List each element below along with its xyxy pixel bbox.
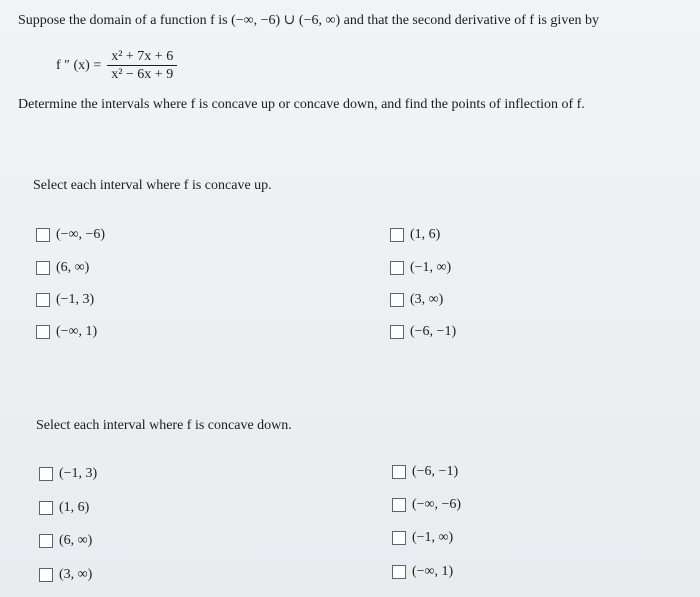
concave-up-option[interactable] [390, 227, 440, 243]
concave-up-option[interactable] [390, 292, 443, 308]
checkbox[interactable] [39, 467, 53, 481]
concave-down-option[interactable] [39, 533, 92, 549]
formula-numerator: x² + 7x + 6 [107, 48, 177, 66]
checkbox[interactable] [390, 261, 404, 275]
concave-down-prompt: Select each interval where f is concave down. [36, 418, 292, 433]
checkbox[interactable] [392, 531, 406, 545]
formula-fraction [107, 48, 177, 83]
option-label: (1, 6) [59, 500, 90, 515]
option-label: (6, ∞) [56, 260, 90, 275]
checkbox[interactable] [390, 228, 404, 242]
checkbox[interactable] [36, 325, 50, 339]
checkbox[interactable] [392, 465, 406, 479]
concave-up-option[interactable] [36, 324, 97, 340]
checkbox[interactable] [39, 568, 53, 582]
option-label: (−∞, −6) [56, 227, 106, 242]
problem-statement: Suppose the domain of a function f is (−∞, −6) ∪ (−6, ∞) and that the second derivative of f is given by [18, 13, 600, 28]
checkbox[interactable] [36, 261, 50, 275]
option-label: (6, ∞) [59, 533, 93, 548]
concave-up-prompt: Select each interval where f is concave up. [33, 178, 272, 193]
option-label: (3, ∞) [410, 292, 444, 307]
formula-lhs: f ″ (x) = [56, 57, 102, 73]
option-label: (−1, 3) [59, 466, 98, 481]
option-label: (3, ∞) [59, 567, 93, 582]
concave-up-option[interactable] [390, 324, 456, 340]
concave-down-option[interactable] [392, 464, 458, 480]
concave-down-option[interactable] [392, 497, 461, 513]
option-label: (−1, 3) [56, 292, 95, 307]
concave-down-option[interactable] [39, 466, 97, 482]
option-label: (−6, −1) [410, 324, 457, 339]
concave-up-option[interactable] [390, 260, 451, 276]
checkbox[interactable] [390, 325, 404, 339]
checkbox[interactable] [392, 498, 406, 512]
concave-up-option[interactable] [36, 260, 89, 276]
checkbox[interactable] [392, 565, 406, 579]
checkbox[interactable] [39, 534, 53, 548]
checkbox[interactable] [390, 293, 404, 307]
option-label: (1, 6) [410, 227, 441, 242]
option-label: (−1, ∞) [410, 260, 452, 275]
concave-down-option[interactable] [392, 564, 453, 580]
directions: Determine the intervals where f is concave up or concave down, and find the points of inflection of f. [18, 97, 585, 112]
concave-up-option[interactable] [36, 227, 105, 243]
option-label: (−∞, 1) [412, 564, 454, 579]
option-label: (−∞, −6) [412, 497, 462, 512]
concave-down-option[interactable] [39, 567, 92, 583]
formula-denominator: x² − 6x + 9 [111, 67, 174, 82]
concave-down-option[interactable] [392, 530, 453, 546]
option-label: (−1, ∞) [412, 530, 454, 545]
option-label: (−∞, 1) [56, 324, 98, 339]
concave-down-option[interactable] [39, 500, 89, 516]
checkbox[interactable] [39, 501, 53, 515]
option-label: (−6, −1) [412, 464, 459, 479]
concave-up-option[interactable] [36, 292, 94, 308]
checkbox[interactable] [36, 228, 50, 242]
second-derivative-formula [56, 48, 177, 83]
checkbox[interactable] [36, 293, 50, 307]
